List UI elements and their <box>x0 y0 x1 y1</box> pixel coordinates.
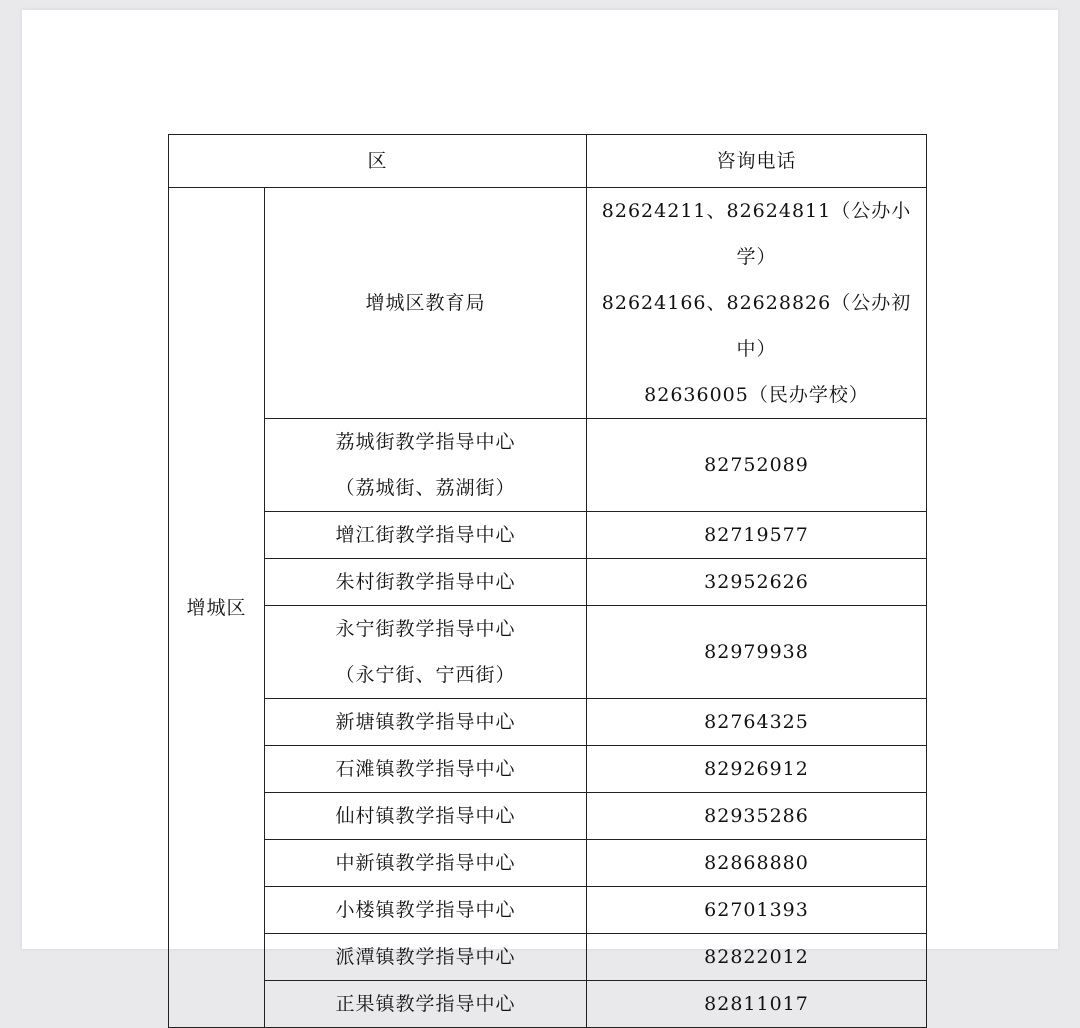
district-cell: 增城区 <box>169 188 265 1028</box>
phone-line: 82624166、82628826（公办初中） <box>601 292 912 360</box>
phone-cell: 82979938 <box>587 606 927 699</box>
header-phone: 咨询电话 <box>587 135 927 188</box>
phone-cell: 82764325 <box>587 699 927 746</box>
phone-line: 82636005（民办学校） <box>644 384 869 406</box>
org-line: （永宁街、宁西街） <box>335 664 516 686</box>
org-cell: 仙村镇教学指导中心 <box>265 793 587 840</box>
table-row <box>169 559 927 606</box>
table-row <box>169 419 927 512</box>
phone-cell: 82926912 <box>587 746 927 793</box>
header-district: 区 <box>169 135 587 188</box>
contact-table <box>168 134 927 1028</box>
table-row <box>169 840 927 887</box>
org-cell: 正果镇教学指导中心 <box>265 981 587 1028</box>
org-line: 永宁街教学指导中心 <box>335 618 516 640</box>
org-cell <box>265 419 587 512</box>
table-row <box>169 981 927 1028</box>
org-cell: 增江街教学指导中心 <box>265 512 587 559</box>
table-row <box>169 887 927 934</box>
document-page <box>22 10 1058 1015</box>
phone-cell: 32952626 <box>587 559 927 606</box>
phone-line: 82624211、82624811（公办小学） <box>601 200 912 268</box>
org-cell: 小楼镇教学指导中心 <box>265 887 587 934</box>
phone-cell: 82822012 <box>587 934 927 981</box>
table-row <box>169 188 927 419</box>
org-cell <box>265 606 587 699</box>
phone-cell: 82752089 <box>587 419 927 512</box>
phone-cell <box>587 188 927 419</box>
phone-cell: 82935286 <box>587 793 927 840</box>
table-row <box>169 606 927 699</box>
table-row <box>169 746 927 793</box>
phone-cell: 82811017 <box>587 981 927 1028</box>
org-cell: 派潭镇教学指导中心 <box>265 934 587 981</box>
org-line: 荔城街教学指导中心 <box>335 431 516 453</box>
org-cell: 石滩镇教学指导中心 <box>265 746 587 793</box>
table-row <box>169 512 927 559</box>
org-cell: 新塘镇教学指导中心 <box>265 699 587 746</box>
org-cell <box>265 188 587 419</box>
phone-cell: 82868880 <box>587 840 927 887</box>
org-cell: 中新镇教学指导中心 <box>265 840 587 887</box>
org-line: （荔城街、荔湖街） <box>335 477 516 499</box>
table-row <box>169 793 927 840</box>
org-line: 增城区教育局 <box>365 292 486 314</box>
table-row <box>169 934 927 981</box>
org-cell: 朱村街教学指导中心 <box>265 559 587 606</box>
table-row <box>169 699 927 746</box>
phone-cell: 62701393 <box>587 887 927 934</box>
phone-cell: 82719577 <box>587 512 927 559</box>
header-row <box>169 135 927 188</box>
